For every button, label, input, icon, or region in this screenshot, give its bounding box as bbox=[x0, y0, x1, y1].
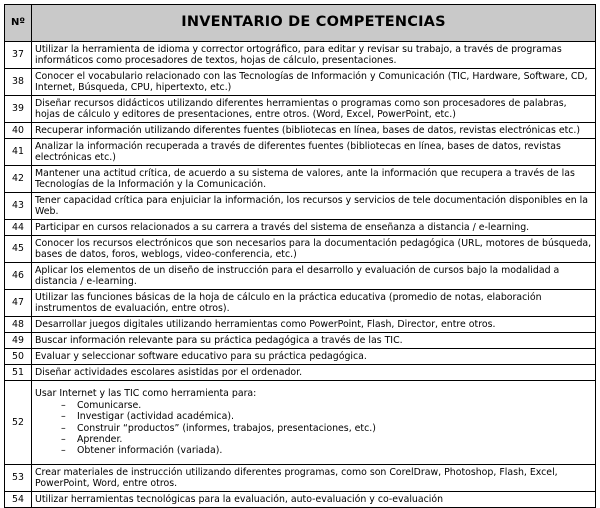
table-row bbox=[5, 193, 596, 220]
competency-text: Recuperar información utilizando diferentes fuentes (bibliotecas en línea, bases de datos, revistas electrónicas etc.) bbox=[35, 124, 581, 136]
competency-text: Buscar información relevante para su práctica pedagógica a través de las TIC. bbox=[35, 334, 403, 346]
table-row bbox=[5, 263, 596, 290]
table-row bbox=[5, 96, 596, 123]
row-number: 49 bbox=[5, 333, 32, 349]
row-number: 44 bbox=[5, 220, 32, 236]
competency-text: Conocer el vocabulario relacionado con las Tecnologías de Información y Comunicación (TIC, Hardware, Software, CD, Internet, Búsqueda, CPU, hipertexto, etc.) bbox=[35, 70, 588, 93]
competency-cell bbox=[32, 123, 596, 139]
competency-text: Usar Internet y las TIC como herramienta para: bbox=[35, 388, 257, 400]
table-row bbox=[5, 365, 596, 381]
competency-text: Utilizar las funciones básicas de la hoja de cálculo en la práctica educativa (promedio de notas, elaboración instrumentos de evaluación, entre otros). bbox=[35, 291, 542, 314]
row-number: 42 bbox=[5, 166, 32, 193]
competency-cell bbox=[32, 349, 596, 365]
competency-text: Utilizar la herramienta de idioma y corrector ortográfico, para editar y revisar su trabajo, a través de programas informáticos como procesadores de textos, hojas de cálculo, presentaciones. bbox=[35, 43, 562, 66]
competency-cell bbox=[32, 381, 596, 465]
row-number: 38 bbox=[5, 69, 32, 96]
table-row bbox=[5, 492, 596, 508]
competency-text: Diseñar actividades escolares asistidas por el ordenador. bbox=[35, 366, 303, 378]
table-row bbox=[5, 236, 596, 263]
competency-text: Aplicar los elementos de un diseño de instrucción para el desarrollo y evaluación de cursos bajo la modalidad a distancia / e-learning. bbox=[35, 264, 560, 287]
table-row bbox=[5, 381, 596, 465]
row-number: 40 bbox=[5, 123, 32, 139]
competency-text: Evaluar y seleccionar software educativo para su práctica pedagógica. bbox=[35, 350, 367, 362]
competency-text: Mantener una actitud crítica, de acuerdo a su sistema de valores, ante la información que recupera a través de las Tecnologías de la Información y la Comunicación. bbox=[35, 167, 575, 190]
row-number: 45 bbox=[5, 236, 32, 263]
competency-cell bbox=[32, 193, 596, 220]
competency-cell bbox=[32, 166, 596, 193]
sub-item-list bbox=[35, 400, 592, 457]
row-number: 47 bbox=[5, 290, 32, 317]
competency-cell bbox=[32, 333, 596, 349]
competency-text: Diseñar recursos didácticos utilizando diferentes herramientas o programas como son procesadores de palabras, hojas de cálculo y editores de presentaciones, entre otros. (Word, Excel, PowerPoint, etc.) bbox=[35, 97, 567, 120]
competency-cell bbox=[32, 96, 596, 123]
competency-cell bbox=[32, 139, 596, 166]
competency-text: Analizar la información recuperada a través de diferentes fuentes (bibliotecas en línea, bases de datos, revistas electrónicas etc.) bbox=[35, 140, 561, 163]
row-number: 37 bbox=[5, 42, 32, 69]
sub-item: – Comunicarse. bbox=[61, 400, 592, 411]
competencies-table bbox=[4, 4, 596, 508]
table-row bbox=[5, 166, 596, 193]
competency-text: Participar en cursos relacionados a su carrera a través del sistema de enseñanza a distancia / e-learning. bbox=[35, 221, 530, 233]
table-title: INVENTARIO DE COMPETENCIAS bbox=[32, 5, 596, 42]
table-row bbox=[5, 220, 596, 236]
competency-cell bbox=[32, 220, 596, 236]
table-row bbox=[5, 42, 596, 69]
table-row bbox=[5, 349, 596, 365]
row-number: 52 bbox=[5, 381, 32, 465]
row-number: 43 bbox=[5, 193, 32, 220]
competency-text: Tener capacidad crítica para enjuiciar la información, los recursos y servicios de tele documentación disponibles en la Web. bbox=[35, 194, 589, 217]
sub-item: – Investigar (actividad académica). bbox=[61, 411, 592, 422]
table-row bbox=[5, 139, 596, 166]
row-number: 39 bbox=[5, 96, 32, 123]
competency-cell bbox=[32, 236, 596, 263]
row-number: 51 bbox=[5, 365, 32, 381]
competency-cell bbox=[32, 263, 596, 290]
competency-cell bbox=[32, 69, 596, 96]
sub-item: – Obtener información (variada). bbox=[61, 445, 592, 456]
table-row bbox=[5, 290, 596, 317]
table-body bbox=[5, 42, 596, 508]
competency-cell bbox=[32, 290, 596, 317]
competency-cell bbox=[32, 492, 596, 508]
table-row bbox=[5, 69, 596, 96]
sub-item: – Aprender. bbox=[61, 434, 592, 445]
table-row bbox=[5, 123, 596, 139]
table-row bbox=[5, 317, 596, 333]
row-number: 54 bbox=[5, 492, 32, 508]
competency-cell bbox=[32, 465, 596, 492]
sub-item: – Construir “productos” (informes, trabajos, presentaciones, etc.) bbox=[61, 423, 592, 434]
table-row bbox=[5, 465, 596, 492]
row-number: 53 bbox=[5, 465, 32, 492]
competency-text: Desarrollar juegos digitales utilizando herramientas como PowerPoint, Flash, Director, entre otros. bbox=[35, 318, 496, 330]
table-header-row bbox=[5, 5, 596, 42]
row-number: 46 bbox=[5, 263, 32, 290]
number-column-header: Nº bbox=[5, 5, 32, 42]
row-number: 50 bbox=[5, 349, 32, 365]
competency-cell bbox=[32, 365, 596, 381]
row-number: 48 bbox=[5, 317, 32, 333]
row-number: 41 bbox=[5, 139, 32, 166]
competency-text: Utilizar herramientas tecnológicas para la evaluación, auto-evaluación y co-evaluación bbox=[35, 493, 444, 505]
table-row bbox=[5, 333, 596, 349]
competency-text: Conocer los recursos electrónicos que son necesarios para la documentación pedagógica (URL, motores de búsqueda, bases de datos, foros, weblogs, video-conferencia, etc.) bbox=[35, 237, 592, 260]
competency-cell bbox=[32, 42, 596, 69]
competency-cell bbox=[32, 317, 596, 333]
competency-text: Crear materiales de instrucción utilizando diferentes programas, como son CorelDraw, Photoshop, Flash, Excel, PowerPoint, Word, entre otros. bbox=[35, 466, 558, 489]
